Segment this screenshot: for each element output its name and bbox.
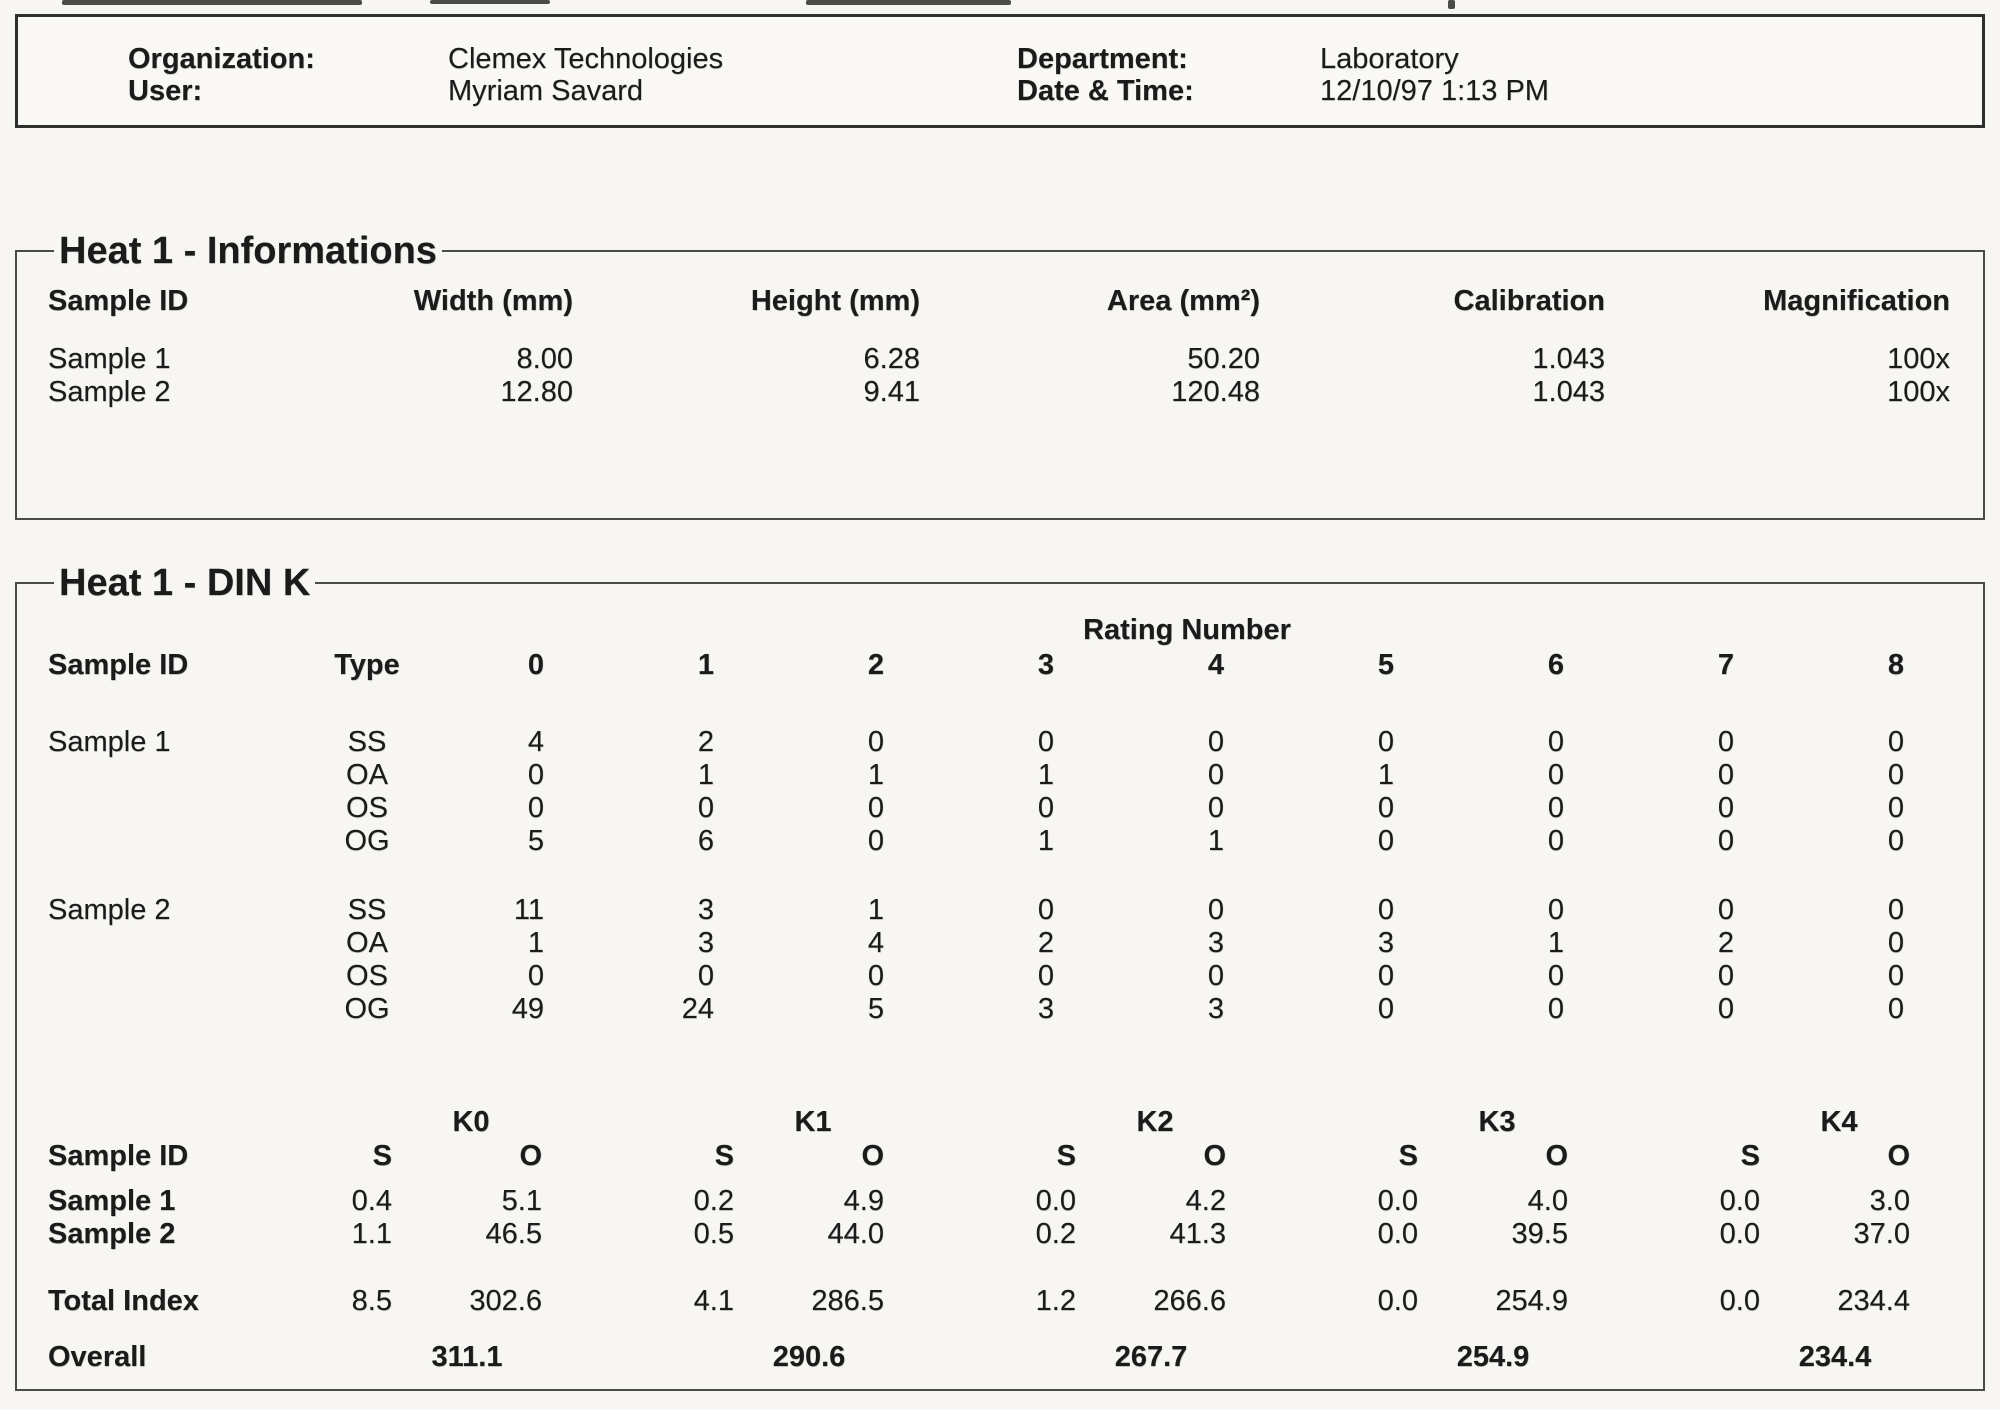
k-o-cell: 37.0 bbox=[1853, 1218, 1910, 1250]
rating-header-row bbox=[48, 648, 1952, 682]
rating-row bbox=[48, 792, 1952, 825]
count-cell: 0 bbox=[1887, 792, 1904, 824]
total-o-cell: 302.6 bbox=[469, 1285, 542, 1317]
organization-label: Organization: bbox=[128, 43, 315, 75]
count-cell: 0 bbox=[1717, 825, 1734, 857]
count-cell: 4 bbox=[867, 927, 884, 959]
k-o-cell: 5.1 bbox=[501, 1185, 542, 1217]
k-s-cell: 0.5 bbox=[693, 1218, 734, 1250]
organization-value: Clemex Technologies bbox=[448, 43, 724, 75]
count-cell: 0 bbox=[1717, 792, 1734, 824]
din-k-title: Heat 1 - DIN K bbox=[59, 562, 311, 604]
total-o-cell: 234.4 bbox=[1837, 1285, 1910, 1317]
k-o-cell: 46.5 bbox=[485, 1218, 542, 1250]
sample-label: Sample 1 bbox=[48, 1185, 176, 1217]
col-header-rating-1: 1 bbox=[697, 649, 714, 681]
count-cell: 0 bbox=[867, 726, 884, 758]
count-cell: 0 bbox=[867, 825, 884, 857]
total-o-cell: 254.9 bbox=[1495, 1285, 1568, 1317]
count-cell: 49 bbox=[511, 993, 544, 1025]
k-o-cell: 44.0 bbox=[827, 1218, 884, 1250]
magnification-cell: 100x bbox=[1887, 376, 1950, 408]
col-header-sample-id: Sample ID bbox=[48, 649, 189, 681]
total-s-cell: 0.0 bbox=[1377, 1285, 1418, 1317]
scan-artifact bbox=[62, 0, 362, 5]
count-cell: 2 bbox=[1037, 927, 1054, 959]
type-cell: OA bbox=[346, 759, 388, 791]
spacer-row bbox=[48, 858, 1952, 894]
k-s-cell: 0.4 bbox=[351, 1185, 392, 1217]
count-cell: 0 bbox=[1207, 759, 1224, 791]
sample-id-cell: Sample 2 bbox=[48, 376, 171, 408]
calibration-cell: 1.043 bbox=[1532, 376, 1605, 408]
scan-artifact bbox=[806, 0, 1011, 5]
rating-row bbox=[48, 993, 1952, 1026]
total-s-cell: 4.1 bbox=[693, 1285, 734, 1317]
count-cell: 5 bbox=[527, 825, 544, 857]
department-label: Department: bbox=[1017, 43, 1188, 75]
count-cell: 1 bbox=[1037, 759, 1054, 791]
informations-groupbox bbox=[15, 232, 1985, 520]
k-index-row bbox=[48, 1218, 1918, 1251]
rating-number-caption-row bbox=[48, 612, 1952, 648]
col-header-rating-8: 8 bbox=[1887, 649, 1904, 681]
rating-row bbox=[48, 726, 1952, 759]
count-cell: 3 bbox=[1207, 927, 1224, 959]
spacer-row bbox=[48, 1173, 1918, 1185]
count-cell: 0 bbox=[1207, 792, 1224, 824]
count-cell: 0 bbox=[697, 960, 714, 992]
k-s-cell: 0.2 bbox=[1035, 1218, 1076, 1250]
o-header: O bbox=[861, 1140, 884, 1172]
spacer-row bbox=[48, 682, 1952, 726]
informations-row bbox=[48, 376, 1950, 409]
user-label: User: bbox=[128, 75, 203, 107]
calibration-cell: 1.043 bbox=[1532, 343, 1605, 375]
count-cell: 3 bbox=[1207, 993, 1224, 1025]
s-o-header-row bbox=[48, 1140, 1918, 1173]
rating-row bbox=[48, 927, 1952, 960]
count-cell: 11 bbox=[513, 894, 544, 926]
col-header-rating-3: 3 bbox=[1037, 649, 1054, 681]
s-header: S bbox=[1398, 1140, 1418, 1172]
col-header-calibration: Calibration bbox=[1453, 285, 1605, 317]
rating-number-table bbox=[48, 612, 1952, 1026]
count-cell: 0 bbox=[1547, 825, 1564, 857]
col-header-sample-id: Sample ID bbox=[48, 285, 189, 317]
col-header-rating-7: 7 bbox=[1717, 649, 1734, 681]
spacer-row bbox=[48, 1251, 1918, 1285]
overall-value: 267.7 bbox=[1114, 1341, 1188, 1373]
k-s-cell: 0.0 bbox=[1719, 1185, 1760, 1217]
count-cell: 0 bbox=[1887, 759, 1904, 791]
count-cell: 1 bbox=[1377, 759, 1394, 791]
scan-artifact bbox=[1448, 0, 1455, 9]
sample-id-cell: Sample 1 bbox=[48, 343, 171, 375]
total-index-label: Total Index bbox=[48, 1285, 199, 1317]
k-s-cell: 0.0 bbox=[1719, 1218, 1760, 1250]
count-cell: 1 bbox=[1547, 927, 1564, 959]
k-o-cell: 4.2 bbox=[1185, 1185, 1226, 1217]
k-o-cell: 41.3 bbox=[1169, 1218, 1226, 1250]
k-labels-row bbox=[48, 1105, 1918, 1140]
sample-label: Sample 2 bbox=[48, 1218, 176, 1250]
k-index-table bbox=[48, 1105, 1918, 1375]
col-header-magnification: Magnification bbox=[1763, 285, 1950, 317]
count-cell: 0 bbox=[1547, 894, 1564, 926]
k-label: K2 bbox=[1136, 1106, 1174, 1138]
count-cell: 3 bbox=[1377, 927, 1394, 959]
count-cell: 0 bbox=[1377, 960, 1394, 992]
k-label: K0 bbox=[452, 1106, 490, 1138]
count-cell: 0 bbox=[1717, 894, 1734, 926]
count-cell: 0 bbox=[1037, 960, 1054, 992]
rating-row bbox=[48, 894, 1952, 927]
count-cell: 0 bbox=[697, 792, 714, 824]
count-cell: 0 bbox=[1547, 960, 1564, 992]
k-o-cell: 3.0 bbox=[1869, 1185, 1910, 1217]
k-label: K1 bbox=[794, 1106, 832, 1138]
count-cell: 0 bbox=[1547, 792, 1564, 824]
k-o-cell: 4.9 bbox=[843, 1185, 884, 1217]
s-header: S bbox=[1740, 1140, 1760, 1172]
din-k-groupbox bbox=[15, 564, 1985, 1391]
count-cell: 3 bbox=[1037, 993, 1054, 1025]
type-cell: OS bbox=[346, 792, 388, 824]
col-header-width: Width (mm) bbox=[413, 285, 573, 317]
count-cell: 0 bbox=[1037, 894, 1054, 926]
o-header: O bbox=[1887, 1140, 1910, 1172]
count-cell: 0 bbox=[1037, 726, 1054, 758]
count-cell: 0 bbox=[1207, 726, 1224, 758]
height-cell: 6.28 bbox=[863, 343, 920, 375]
overall-label: Overall bbox=[48, 1341, 147, 1373]
overall-row bbox=[48, 1340, 1918, 1375]
col-header-area: Area (mm²) bbox=[1106, 285, 1260, 317]
count-cell: 0 bbox=[867, 960, 884, 992]
count-cell: 0 bbox=[1207, 894, 1224, 926]
overall-value: 311.1 bbox=[431, 1341, 503, 1373]
count-cell: 0 bbox=[1887, 960, 1904, 992]
count-cell: 1 bbox=[527, 927, 544, 959]
k-s-cell: 1.1 bbox=[351, 1218, 392, 1250]
report-header-box bbox=[15, 14, 1985, 128]
count-cell: 0 bbox=[1377, 894, 1394, 926]
col-header-rating-5: 5 bbox=[1377, 649, 1394, 681]
total-s-cell: 1.2 bbox=[1035, 1285, 1076, 1317]
rating-number-caption: Rating Number bbox=[1083, 614, 1291, 646]
width-cell: 8.00 bbox=[516, 343, 573, 375]
overall-value: 254.9 bbox=[1456, 1341, 1530, 1373]
col-header-type: Type bbox=[334, 649, 400, 681]
count-cell: 0 bbox=[1887, 894, 1904, 926]
col-header-sample-id: Sample ID bbox=[48, 1140, 189, 1172]
count-cell: 0 bbox=[1547, 726, 1564, 758]
total-index-row bbox=[48, 1285, 1918, 1318]
count-cell: 3 bbox=[697, 894, 714, 926]
k-s-cell: 0.0 bbox=[1377, 1218, 1418, 1250]
count-cell: 0 bbox=[1887, 825, 1904, 857]
count-cell: 0 bbox=[1207, 960, 1224, 992]
user-value: Myriam Savard bbox=[448, 75, 643, 107]
type-cell: OG bbox=[344, 825, 390, 857]
o-header: O bbox=[1203, 1140, 1226, 1172]
total-o-cell: 266.6 bbox=[1153, 1285, 1226, 1317]
s-header: S bbox=[1056, 1140, 1076, 1172]
count-cell: 5 bbox=[867, 993, 884, 1025]
informations-header-row bbox=[48, 283, 1950, 319]
count-cell: 0 bbox=[1547, 993, 1564, 1025]
total-s-cell: 8.5 bbox=[351, 1285, 392, 1317]
s-header: S bbox=[372, 1140, 392, 1172]
count-cell: 0 bbox=[1717, 726, 1734, 758]
count-cell: 3 bbox=[697, 927, 714, 959]
count-cell: 0 bbox=[527, 792, 544, 824]
count-cell: 4 bbox=[527, 726, 544, 758]
total-s-cell: 0.0 bbox=[1719, 1285, 1760, 1317]
spacer-row bbox=[48, 1318, 1918, 1340]
k-o-cell: 39.5 bbox=[1511, 1218, 1568, 1250]
col-header-rating-6: 6 bbox=[1547, 649, 1564, 681]
area-cell: 50.20 bbox=[1187, 343, 1260, 375]
k-o-cell: 4.0 bbox=[1527, 1185, 1568, 1217]
count-cell: 0 bbox=[1717, 993, 1734, 1025]
s-header: S bbox=[714, 1140, 734, 1172]
count-cell: 0 bbox=[527, 759, 544, 791]
o-header: O bbox=[1545, 1140, 1568, 1172]
k-s-cell: 0.0 bbox=[1377, 1185, 1418, 1217]
sample-label: Sample 1 bbox=[48, 726, 171, 758]
informations-row bbox=[48, 343, 1950, 376]
count-cell: 24 bbox=[681, 993, 714, 1025]
datetime-value: 12/10/97 1:13 PM bbox=[1320, 75, 1549, 107]
type-cell: SS bbox=[347, 726, 387, 758]
count-cell: 2 bbox=[697, 726, 714, 758]
department-value: Laboratory bbox=[1320, 43, 1459, 75]
datetime-label: Date & Time: bbox=[1017, 75, 1194, 107]
informations-table bbox=[48, 283, 1950, 409]
count-cell: 0 bbox=[1377, 825, 1394, 857]
count-cell: 0 bbox=[1887, 726, 1904, 758]
k-s-cell: 0.2 bbox=[693, 1185, 734, 1217]
count-cell: 1 bbox=[1037, 825, 1054, 857]
count-cell: 0 bbox=[1887, 993, 1904, 1025]
type-cell: SS bbox=[347, 894, 387, 926]
type-cell: OA bbox=[346, 927, 388, 959]
width-cell: 12.80 bbox=[500, 376, 573, 408]
k-s-cell: 0.0 bbox=[1035, 1185, 1076, 1217]
count-cell: 1 bbox=[697, 759, 714, 791]
count-cell: 0 bbox=[1887, 927, 1904, 959]
height-cell: 9.41 bbox=[863, 376, 920, 408]
type-cell: OG bbox=[344, 993, 390, 1025]
overall-value: 234.4 bbox=[1798, 1341, 1872, 1373]
count-cell: 6 bbox=[697, 825, 714, 857]
count-cell: 0 bbox=[1377, 726, 1394, 758]
count-cell: 0 bbox=[527, 960, 544, 992]
count-cell: 0 bbox=[1717, 960, 1734, 992]
rating-row bbox=[48, 825, 1952, 858]
sample-label: Sample 2 bbox=[48, 894, 171, 926]
k-label: K4 bbox=[1820, 1106, 1858, 1138]
col-header-height: Height (mm) bbox=[750, 285, 920, 317]
type-cell: OS bbox=[346, 960, 388, 992]
count-cell: 2 bbox=[1717, 927, 1734, 959]
overall-value: 290.6 bbox=[772, 1341, 846, 1373]
area-cell: 120.48 bbox=[1171, 376, 1260, 408]
k-index-row bbox=[48, 1185, 1918, 1218]
total-o-cell: 286.5 bbox=[811, 1285, 884, 1317]
col-header-rating-2: 2 bbox=[867, 649, 884, 681]
magnification-cell: 100x bbox=[1887, 343, 1950, 375]
informations-title: Heat 1 - Informations bbox=[59, 230, 437, 272]
count-cell: 0 bbox=[1547, 759, 1564, 791]
spacer-row bbox=[48, 319, 1950, 343]
count-cell: 1 bbox=[867, 894, 884, 926]
rating-row bbox=[48, 960, 1952, 993]
col-header-rating-4: 4 bbox=[1207, 649, 1224, 681]
count-cell: 0 bbox=[1377, 993, 1394, 1025]
col-header-rating-0: 0 bbox=[527, 649, 544, 681]
count-cell: 0 bbox=[867, 792, 884, 824]
count-cell: 0 bbox=[1377, 792, 1394, 824]
count-cell: 0 bbox=[1717, 759, 1734, 791]
count-cell: 1 bbox=[867, 759, 884, 791]
scan-artifact bbox=[430, 0, 550, 4]
o-header: O bbox=[519, 1140, 542, 1172]
count-cell: 1 bbox=[1207, 825, 1224, 857]
k-label: K3 bbox=[1478, 1106, 1516, 1138]
rating-row bbox=[48, 759, 1952, 792]
count-cell: 0 bbox=[1037, 792, 1054, 824]
